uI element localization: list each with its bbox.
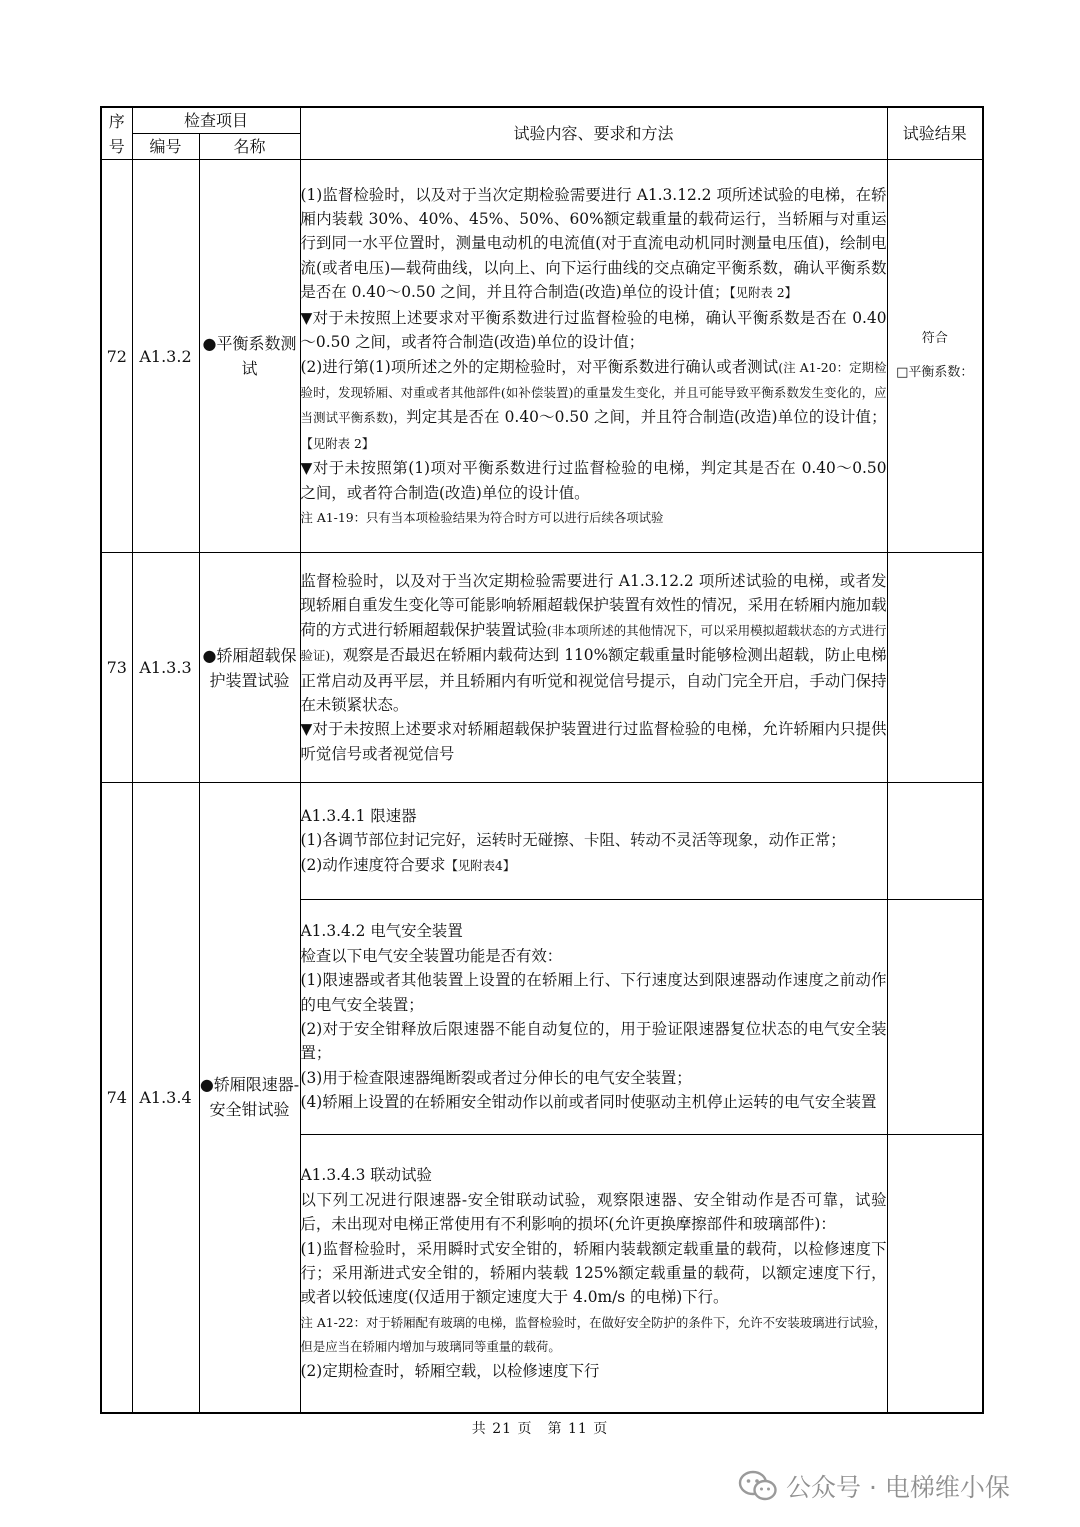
table-row — [101, 553, 983, 783]
inline-note: (注 A1-20：定期检验时，发现轿厢、对重或者其他部件(如补偿装置)的重量发生变化，并且可能导致平衡系数发生变化的，应当测试平衡系数)， — [300, 359, 887, 426]
header-seq: 序号 — [101, 107, 132, 160]
content-text: (1)各调节部位封记完好，运转时无碰擦、卡阻、转动不灵活等现象，动作正常； — [300, 831, 846, 850]
note-text: 注 A1-22：对于轿厢配有玻璃的电梯，监督检验时，在做好安全防护的条件下，允许不安装玻璃进行试验，但是应当在轿厢内增加与玻璃同等重量的载荷。 — [300, 1314, 887, 1355]
page-footer: 共 21 页 第 11 页 — [471, 1421, 609, 1437]
content-text: (1)限速器或者其他装置上设置的在轿厢上行、下行速度达到限速器动作速度之前动作的电气安全装置； — [300, 971, 887, 1014]
content-text: A1.3.4.1 限速器 — [300, 806, 417, 825]
header-result: 试验结果 — [887, 107, 983, 160]
content-line — [301, 1163, 887, 1187]
row-name: ●轿厢限速器-安全钳试验 — [199, 783, 300, 1413]
watermark — [738, 1466, 1010, 1506]
content-text: 检查以下电气安全装置功能是否有效： — [300, 946, 563, 965]
content-line — [301, 1188, 887, 1237]
inspection-table — [100, 106, 984, 1414]
content-text: (1)监督检验时，以及对于当次定期检验需要进行 A1.3.12.2 项所述试验的电梯，在轿厢内装载 30%、40%、45%、50%、60%额定载重量的载荷运行，当轿厢与对重运行到同一水平位置时，测量电动机的电流值(对于直流电动机同时测量电压值)，绘制电流(或者电压)—载荷曲线，以向上、向下运行曲线的交点确定平衡系数，确认平衡系数是否在 0.40～0.50 之间，并且符合制造(改造)单位的设计值； — [300, 185, 887, 302]
content-line — [301, 717, 887, 766]
result-text: 符合 — [921, 331, 948, 346]
content-line — [301, 569, 887, 717]
result-text: □平衡系数： — [896, 365, 974, 380]
content-line — [301, 456, 887, 505]
row-result — [887, 160, 983, 553]
inline-note: (非本项所述的其他情况下，可以采用模拟超载状态的方式进行验证)， — [300, 622, 887, 664]
row-content — [300, 160, 887, 553]
header-content: 试验内容、要求和方法 — [300, 107, 887, 160]
row-subsection-content — [300, 900, 887, 1135]
content-text: (2)动作速度符合要求 — [300, 855, 446, 874]
header-item-group: 检查项目 — [132, 107, 300, 134]
row-code: A1.3.2 — [132, 160, 199, 553]
content-text: (1)监督检验时，采用瞬时式安全钳的，轿厢内装载额定载重量的载荷，以检修速度下行；采用渐进式安全钳的，轿厢内装载 125%额定载重量的载荷，以额定速度下行，或者以较低速度(仅适用于额定速度大于 4.0m/s 的电梯)下行。 — [300, 1239, 887, 1307]
content-text: (2)对于安全钳释放后限速器不能自动复位的，用于验证限速器复位状态的电气安全装置； — [300, 1020, 887, 1063]
row-subsection-result — [887, 783, 983, 900]
row-name: ●平衡系数测试 — [199, 160, 300, 553]
row-content — [300, 553, 887, 783]
wechat-official-account-icon — [738, 1470, 778, 1502]
content-line — [301, 306, 887, 355]
table-row — [101, 160, 983, 553]
content-text: ▼对于未按照第(1)项对平衡系数进行过监督检验的电梯，判定其是否在 0.40～0.50 之间，或者符合制造(改造)单位的设计值。 — [300, 459, 887, 502]
note-line — [301, 1310, 887, 1359]
content-text: 以下列工况进行限速器-安全钳联动试验，观察限速器、安全钳动作是否可靠，试验后，未出现对电梯正常使用有不利影响的损坏(允许更换摩擦部件和玻璃部件)： — [300, 1190, 887, 1234]
content-text: ▼对于未按照上述要求对轿厢超载保护装置进行过监督检验的电梯，允许轿厢内只提供听觉信号或者视觉信号 — [300, 720, 887, 763]
content-text: (3)用于检查限速器绳断裂或者过分伸长的电气安全装置； — [300, 1068, 692, 1087]
note-text: 注 A1-19：只有当本项检验结果为符合时方可以进行后续各项试验 — [300, 509, 664, 525]
row-number: 73 — [101, 553, 132, 783]
content-text: 判定其是否在 0.40～0.50 之间，并且符合制造(改造)单位的设计值； — [406, 408, 887, 427]
appendix-reference: 【见附表 2】 — [729, 285, 798, 301]
header-code: 编号 — [132, 134, 199, 160]
note-line — [301, 505, 887, 529]
row-code: A1.3.3 — [132, 553, 199, 783]
row-subsection-content — [300, 783, 887, 900]
content-line — [301, 1237, 887, 1310]
content-text: 监督检验时，以及对于当次定期检验需要进行 A1.3.12.2 项所述试验的电梯，或者发现轿厢自重发生变化等可能影响轿厢超载保护装置有效性的情况，采用在轿厢内施加载荷的方式进行轿厢超载保护装置试验 — [300, 571, 887, 639]
row-subsection-result — [887, 1135, 983, 1413]
row-result — [887, 553, 983, 783]
content-text: (4)轿厢上设置的在轿厢安全钳动作以前或者同时使驱动主机停止运转的电气安全装置 — [300, 1093, 877, 1112]
content-text: A1.3.4.2 电气安全装置 — [300, 922, 463, 941]
content-text: (2)定期检查时，轿厢空载，以检修速度下行 — [300, 1361, 600, 1380]
content-line — [301, 1359, 887, 1383]
row-subsection-result — [887, 900, 983, 1135]
content-line — [301, 944, 887, 968]
header-name: 名称 — [199, 134, 300, 160]
content-line — [301, 183, 887, 306]
appendix-reference: 【见附表 2】 — [300, 435, 375, 451]
content-line — [301, 1090, 887, 1114]
row-number: 72 — [101, 160, 132, 553]
content-text: A1.3.4.3 联动试验 — [300, 1166, 432, 1185]
row-code: A1.3.4 — [132, 783, 199, 1413]
content-line — [301, 968, 887, 1017]
content-text: 观察是否最迟在轿厢内载荷达到 110%额定载重量时能够检测出超载，防止电梯正常启动及再平层，并且轿厢内有听觉和视觉信号提示，自动门完全开启，手动门保持在未锁紧状态。 — [300, 646, 887, 714]
content-line — [301, 355, 887, 457]
content-line — [301, 804, 887, 828]
row-number: 74 — [101, 783, 132, 1413]
watermark-text: 公众号 · 电梯维小保 — [786, 1473, 1010, 1502]
appendix-reference: 【见附表4】 — [445, 857, 516, 873]
content-text: ▼对于未按照上述要求对平衡系数进行过监督检验的电梯，确认平衡系数是否在 0.40～0.50 之间，或者符合制造(改造)单位的设计值； — [300, 308, 887, 352]
content-line — [301, 919, 887, 943]
row-name: ●轿厢超载保护装置试验 — [199, 553, 300, 783]
content-line — [301, 1017, 887, 1066]
content-line — [301, 828, 887, 852]
row-subsection-content — [300, 1135, 887, 1413]
table-row — [101, 783, 983, 900]
content-text: (2)进行第(1)项所述之外的定期检验时，对平衡系数进行确认或者测试 — [300, 357, 779, 376]
content-line — [301, 853, 887, 878]
content-line — [301, 1066, 887, 1090]
